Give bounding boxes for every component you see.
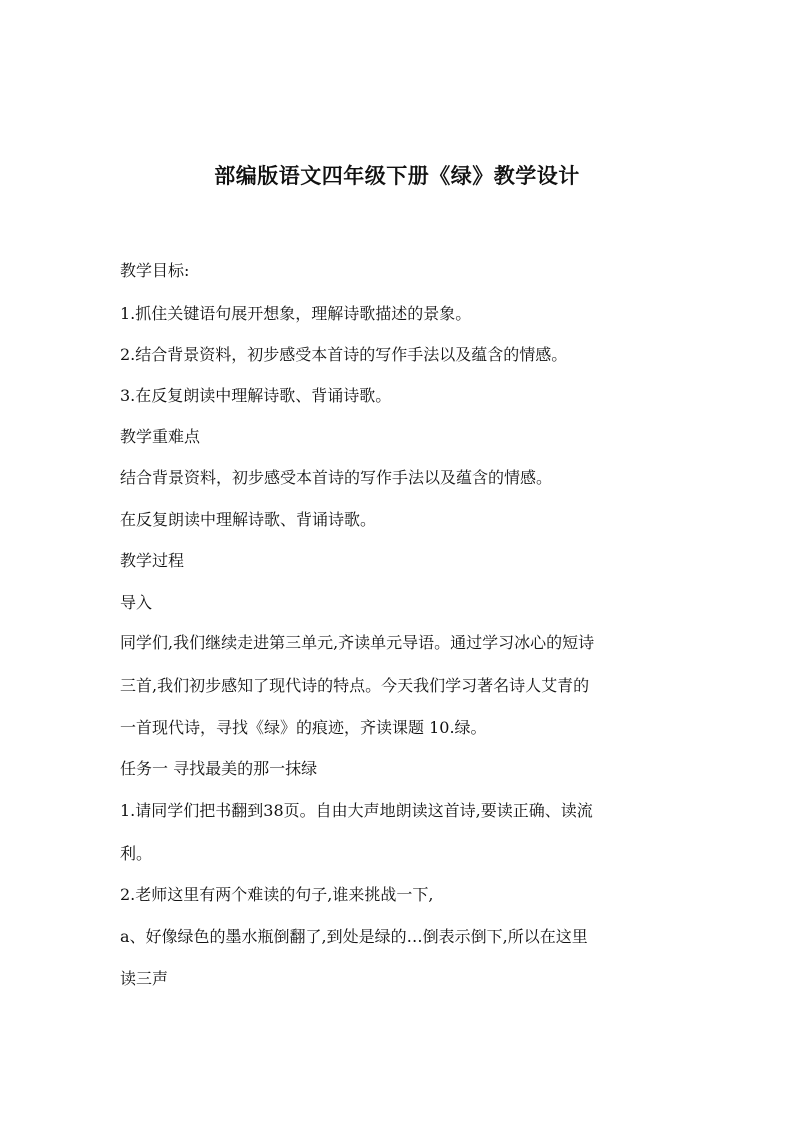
paragraph-line: 同学们,我们继续走进第三单元,齐读单元导语。通过学习冰心的短诗: [120, 633, 595, 652]
heading-key-difficulties: 教学重难点: [120, 427, 201, 446]
difficulty-item-1: 结合背景资料，初步感受本首诗的写作手法以及蕴含的情感。: [120, 468, 553, 487]
paragraph-line: 2.老师这里有两个难读的句子,谁来挑战一下,: [120, 885, 434, 904]
heading-introduction: 导入: [120, 593, 153, 612]
goal-item-3: 3.在反复朗读中理解诗歌、背诵诗歌。: [120, 386, 392, 405]
goal-item-1: 1.抓住关键语句展开想象，理解诗歌描述的景象。: [120, 304, 472, 323]
paragraph-line: 三首,我们初步感知了现代诗的特点。今天我们学习著名诗人艾青的: [120, 676, 590, 695]
heading-teaching-goals: 教学目标:: [120, 261, 190, 280]
document-title: 部编版语文四年级下册《绿》教学设计: [214, 164, 580, 188]
heading-task-one: 任务一 寻找最美的那一抹绿: [120, 759, 318, 778]
paragraph-line: 利。: [120, 844, 153, 863]
difficulty-item-2: 在反复朗读中理解诗歌、背诵诗歌。: [120, 510, 377, 529]
paragraph-line: 读三声: [120, 969, 169, 988]
paragraph-line: 1.请同学们把书翻到38页。自由大声地朗读这首诗,要读正确、读流: [120, 801, 593, 820]
heading-teaching-process: 教学过程: [120, 551, 185, 570]
goal-item-2: 2.结合背景资料，初步感受本首诗的写作手法以及蕴含的情感。: [120, 345, 568, 364]
paragraph-line: 一首现代诗，寻找《绿》的痕迹，齐读课题 10.绿。: [120, 718, 487, 737]
paragraph-line: a、好像绿色的墨水瓶倒翻了,到处是绿的…倒表示倒下,所以在这里: [120, 927, 588, 946]
